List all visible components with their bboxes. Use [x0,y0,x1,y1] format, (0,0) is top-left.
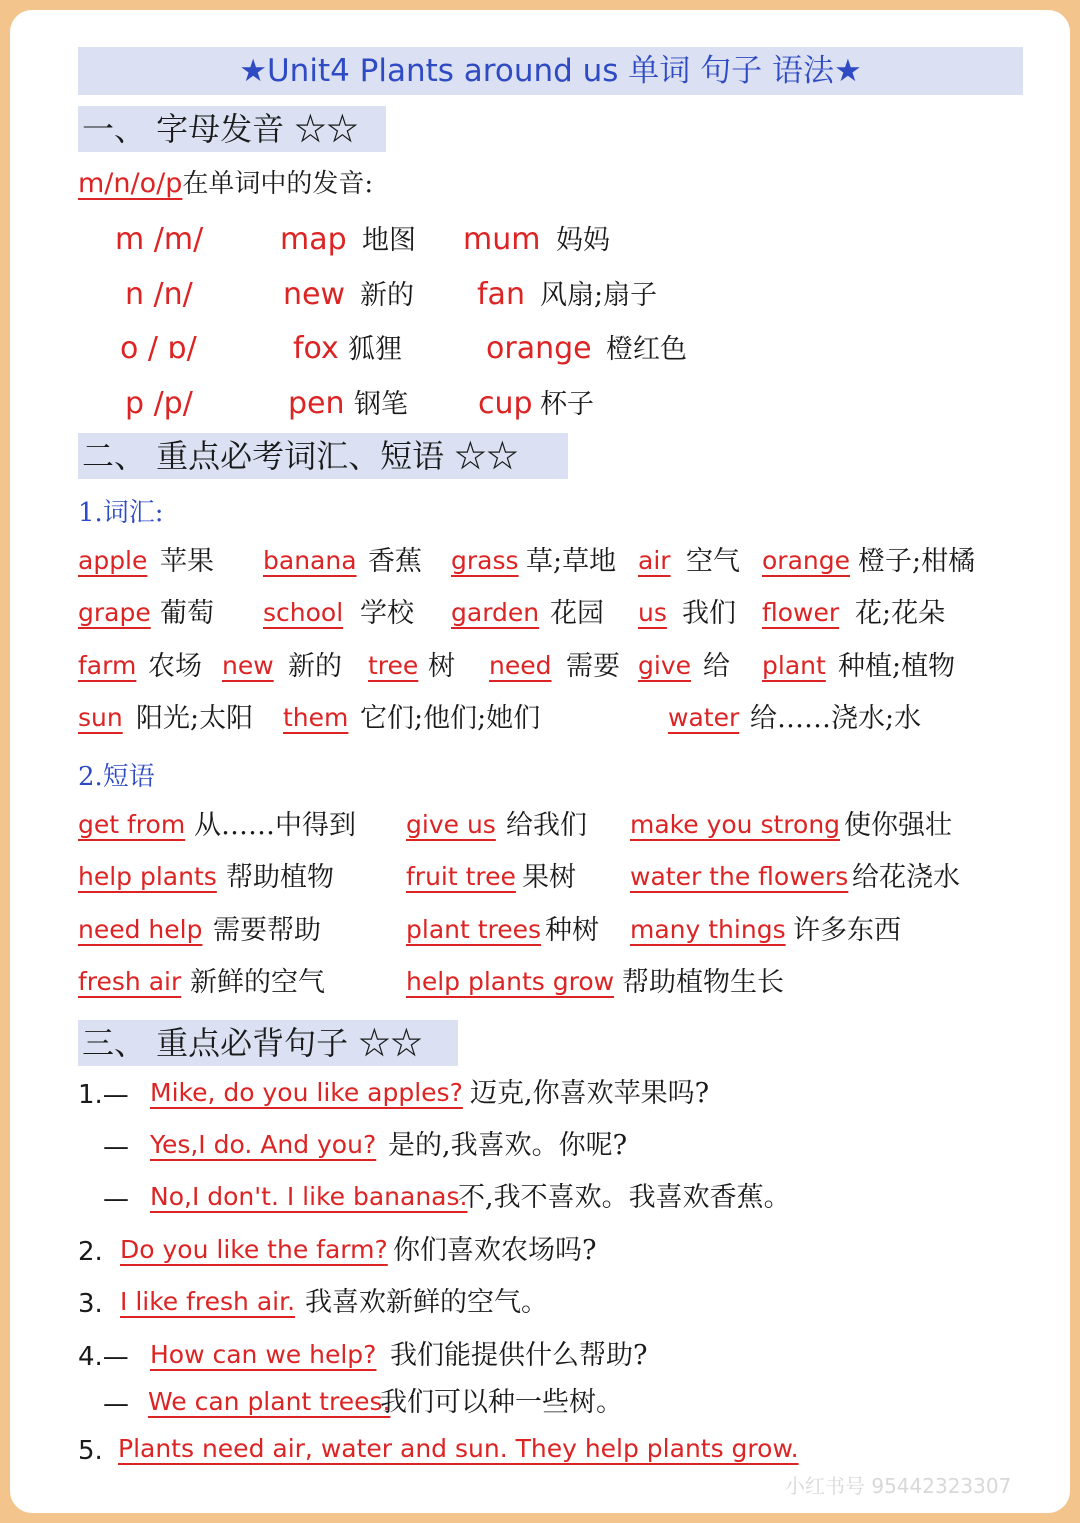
vocab-word: garden [451,598,540,627]
sentence-cn: 我们能提供什么帮助? [390,1340,648,1371]
phrase-item: fruit tree [406,862,516,891]
vocab-word: apple [78,546,148,575]
word-pen-cn: 钢笔 [354,389,408,420]
phrase-item: many things [630,915,786,944]
vocab-meaning: 农场 [148,651,202,682]
sentence-cn: 你们喜欢农场吗? [393,1235,597,1266]
phrase-item: need help [78,915,203,944]
sentence-dash: — [103,1389,129,1419]
vocab-word: need [489,651,552,680]
phrase-meaning: 给花浇水 [852,862,960,893]
section1-intro [78,170,373,197]
intro-text: 在单词中的发音: [182,169,374,199]
vocab-meaning: 树 [428,651,455,682]
vocab-word: tree [368,651,419,680]
word-new: new [283,277,346,312]
vocab-word: them [283,703,349,732]
section3-heading: 三、 重点必背句子 ☆☆ [82,1024,423,1062]
vocab-meaning: 草;草地 [526,546,617,577]
vocab-meaning: 阳光;太阳 [136,703,254,734]
phrase-meaning: 从……中得到 [194,810,356,841]
sound-p: p /p/ [125,386,193,421]
word-fox: fox [293,331,339,366]
vocab-word: plant [762,651,826,680]
phrase-meaning: 给我们 [506,810,587,841]
sentence-en: No,I don't. I like bananas. [150,1182,468,1211]
vocab-word: flower [762,598,840,627]
phrase-item: get from [78,810,186,839]
sound-m: m /m/ [115,222,204,257]
watermark: 小红书号 95442323307 [785,1474,1012,1498]
phrase-meaning: 使你强壮 [844,810,952,841]
vocab-meaning: 它们;他们;她们 [360,703,541,734]
intro-letters: m/n/o/p [78,168,183,199]
phrase-item: fresh air [78,967,182,996]
phrase-label: 2.短语 [78,762,155,792]
word-orange: orange [486,331,592,366]
vocab-label: 1.词汇: [78,498,164,528]
vocab-meaning: 学校 [360,598,414,629]
phrase-meaning: 新鲜的空气 [190,967,325,998]
vocab-meaning: 给……浇水;水 [750,703,922,734]
sound-o: o / ɒ/ [120,331,197,366]
vocab-meaning: 需要 [566,651,620,682]
vocab-meaning: 橙子;柑橘 [858,546,976,577]
sentence-en: Plants need air, water and sun. They help plants grow. [118,1434,799,1463]
sentence-en: Mike, do you like apples? [150,1078,463,1107]
vocab-word: orange [762,546,850,575]
vocab-word: grass [451,546,519,575]
sentence-cn: 我喜欢新鲜的空气。 [305,1287,548,1318]
phrase-item: give us [406,810,496,839]
vocab-meaning: 空气 [686,546,740,577]
vocab-meaning: 新的 [288,651,342,682]
section2-heading: 二、 重点必考词汇、短语 ☆☆ [82,437,519,475]
vocab-meaning: 花园 [550,598,604,629]
sentence-dash: — [103,1132,129,1162]
sentence-en: Do you like the farm? [120,1235,388,1264]
sentence-number: 4.— [78,1342,129,1372]
vocab-word: banana [263,546,357,575]
word-new-cn: 新的 [360,280,414,311]
vocab-word: give [638,651,691,680]
sound-n: n /n/ [125,277,193,312]
sentence-en: Yes,I do. And you? [150,1130,377,1159]
vocab-word: farm [78,651,137,680]
phrase-item: help plants [78,862,217,891]
section1-heading: 一、 字母发音 ☆☆ [82,110,359,148]
vocab-word: water [668,703,740,732]
vocab-meaning: 葡萄 [160,598,214,629]
word-cup: cup [478,386,533,421]
vocab-word: sun [78,703,123,732]
sentence-cn: 是的,我喜欢。你呢? [388,1130,628,1161]
sentence-cn: 迈克,你喜欢苹果吗? [470,1078,710,1109]
vocab-meaning: 给 [703,651,730,682]
vocab-meaning: 种植;植物 [838,651,956,682]
word-fan-cn: 风扇;扇子 [540,280,658,311]
phrase-meaning: 帮助植物 [226,862,334,893]
word-pen: pen [288,386,345,421]
vocab-word: grape [78,598,151,627]
sentence-en: I like fresh air. [120,1287,296,1316]
phrase-meaning: 许多东西 [793,915,901,946]
phrase-item: help plants grow [406,967,615,996]
sentence-en: How can we help? [150,1340,377,1369]
phrase-meaning: 果树 [522,862,576,893]
phrase-item: water the flowers [630,862,849,891]
sentence-number: 3. [78,1289,103,1319]
sentence-number: 1.— [78,1080,129,1110]
vocab-word: us [638,598,667,627]
vocab-word: new [222,651,274,680]
word-map: map [280,222,347,257]
title-banner [78,47,1023,95]
sentence-en: We can plant trees. [148,1387,391,1416]
sentence-dash: — [103,1184,129,1214]
phrase-meaning: 帮助植物生长 [622,967,784,998]
sentence-number: 5. [78,1436,103,1466]
word-orange-cn: 橙红色 [606,334,687,365]
phrase-meaning: 种树 [545,915,599,946]
phrase-item: plant trees [406,915,542,944]
sentence-cn: 不,我不喜欢。我喜欢香蕉。 [458,1182,791,1213]
phrase-meaning: 需要帮助 [213,915,321,946]
vocab-word: school [263,598,344,627]
vocab-meaning: 花;花朵 [855,598,946,629]
word-fan: fan [477,277,525,312]
vocab-meaning: 我们 [682,598,736,629]
word-mum-cn: 妈妈 [556,225,610,256]
page-title: ★Unit4 Plants around us 单词 句子 语法★ [239,53,862,89]
sentence-number: 2. [78,1237,103,1267]
vocab-word: air [638,546,671,575]
word-mum: mum [463,222,541,257]
vocab-meaning: 香蕉 [368,546,422,577]
vocab-meaning: 苹果 [160,546,214,577]
phrase-item: make you strong [630,810,841,839]
word-fox-cn: 狐狸 [348,334,402,365]
word-map-cn: 地图 [362,225,416,256]
word-cup-cn: 杯子 [540,389,594,420]
sentence-cn: 我们可以种一些树。 [380,1387,623,1418]
